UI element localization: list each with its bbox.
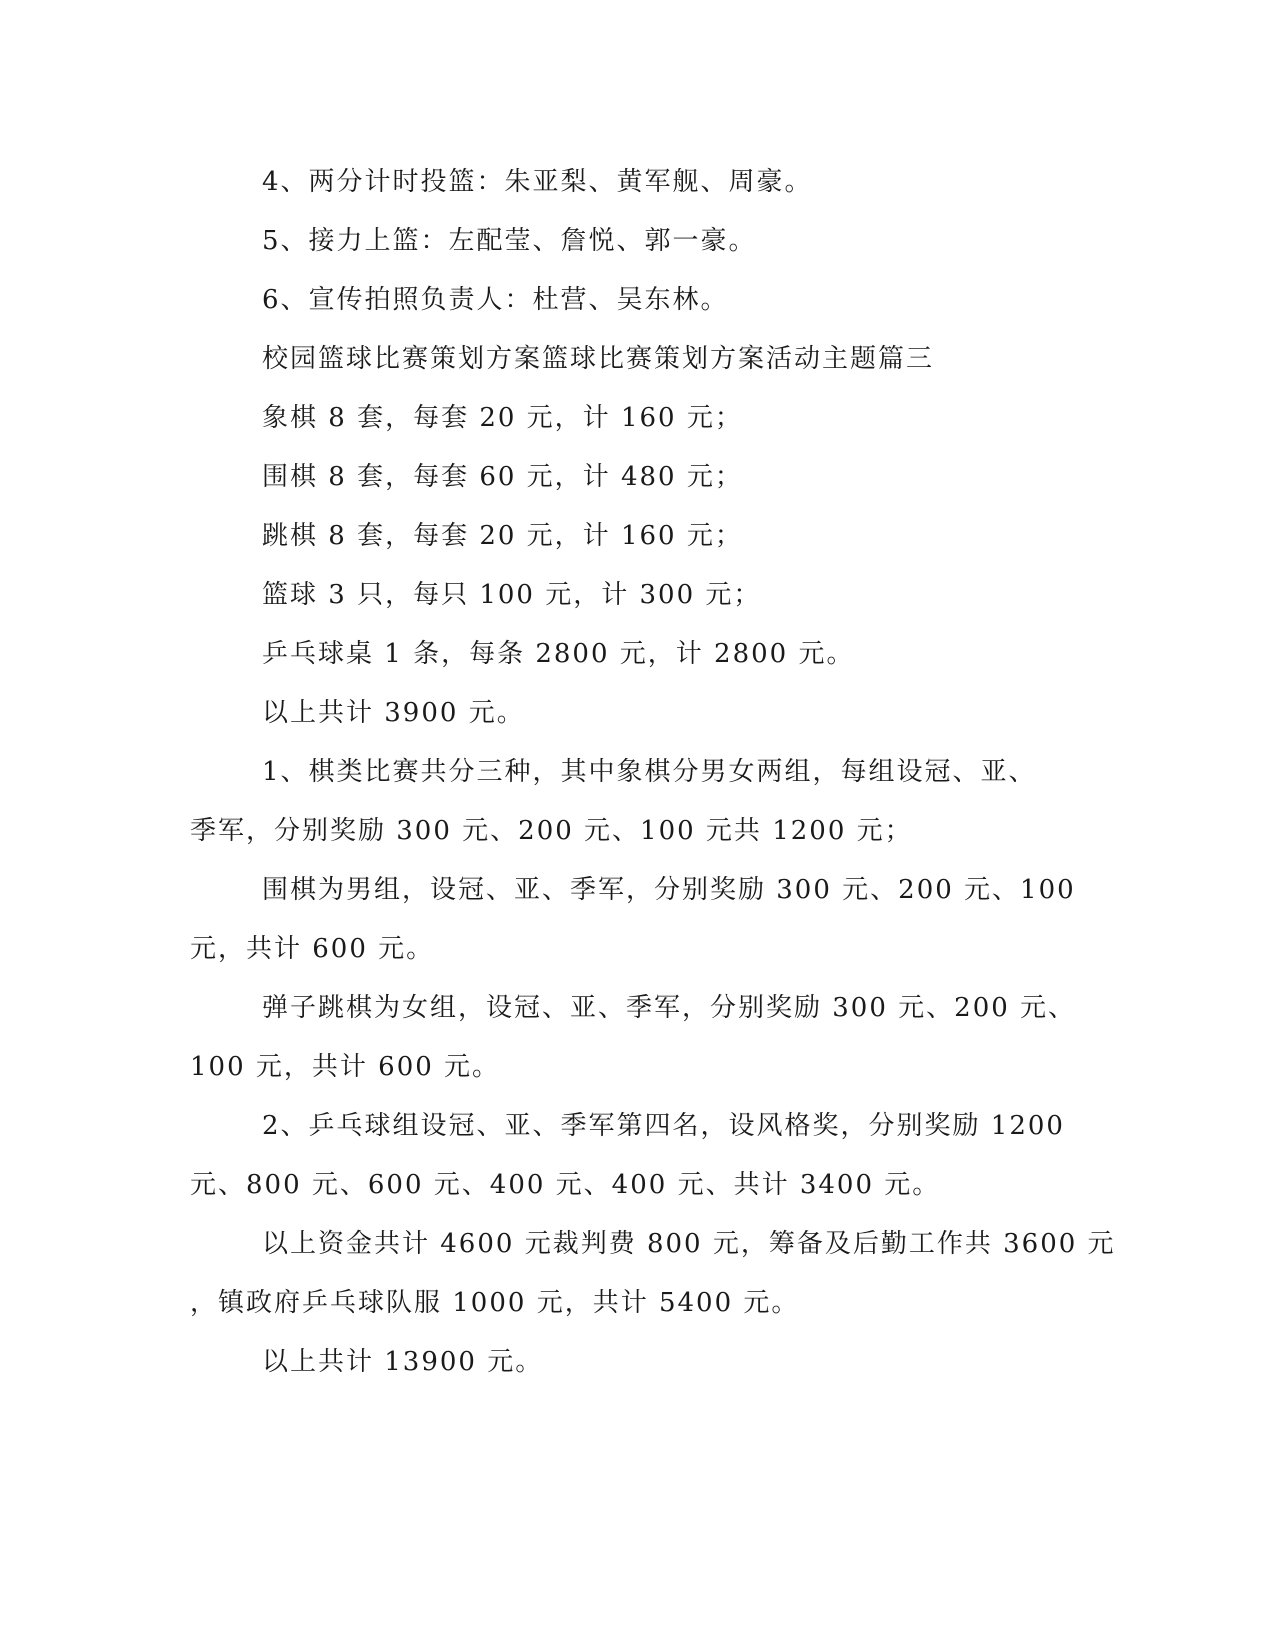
text-line-16: 100 元，共计 600 元。	[190, 1052, 501, 1082]
text-line-18: 元、800 元、600 元、400 元、400 元、共计 3400 元。	[190, 1170, 941, 1200]
text-line-3: 6、宣传拍照负责人：杜营、吴东林。	[262, 285, 729, 315]
text-line-12: 季军，分别奖励 300 元、200 元、100 元共 1200 元；	[190, 816, 913, 846]
text-line-13: 围棋为男组，设冠、亚、季军，分别奖励 300 元、200 元、100	[262, 875, 1076, 905]
text-line-20: ，镇政府乒乓球队服 1000 元，共计 5400 元。	[190, 1288, 800, 1318]
text-line-5: 象棋 8 套，每套 20 元，计 160 元；	[262, 403, 743, 433]
text-line-6: 围棋 8 套，每套 60 元，计 480 元；	[262, 462, 743, 492]
text-line-1: 4、两分计时投篮：朱亚梨、黄军舰、周豪。	[262, 167, 813, 197]
text-line-9: 乒乓球桌 1 条，每条 2800 元，计 2800 元。	[262, 639, 855, 669]
text-line-7: 跳棋 8 套，每套 20 元，计 160 元；	[262, 521, 743, 551]
text-line-15: 弹子跳棋为女组，设冠、亚、季军，分别奖励 300 元、200 元、	[262, 993, 1077, 1023]
text-line-14: 元，共计 600 元。	[190, 934, 435, 964]
text-line-8: 篮球 3 只，每只 100 元，计 300 元；	[262, 580, 762, 610]
text-line-19: 以上资金共计 4600 元裁判费 800 元，筹备及后勤工作共 3600 元	[262, 1229, 1116, 1259]
section-heading: 校园篮球比赛策划方案篮球比赛策划方案活动主题篇三	[262, 344, 935, 374]
text-line-21: 以上共计 13900 元。	[262, 1347, 544, 1377]
text-line-17: 2、乒乓球组设冠、亚、季军第四名，设风格奖，分别奖励 1200	[262, 1111, 1065, 1141]
text-line-10: 以上共计 3900 元。	[262, 698, 525, 728]
text-line-11: 1、棋类比赛共分三种，其中象棋分男女两组，每组设冠、亚、	[262, 757, 1037, 787]
text-line-2: 5、接力上篮：左配莹、詹悦、郭一豪。	[262, 226, 757, 256]
